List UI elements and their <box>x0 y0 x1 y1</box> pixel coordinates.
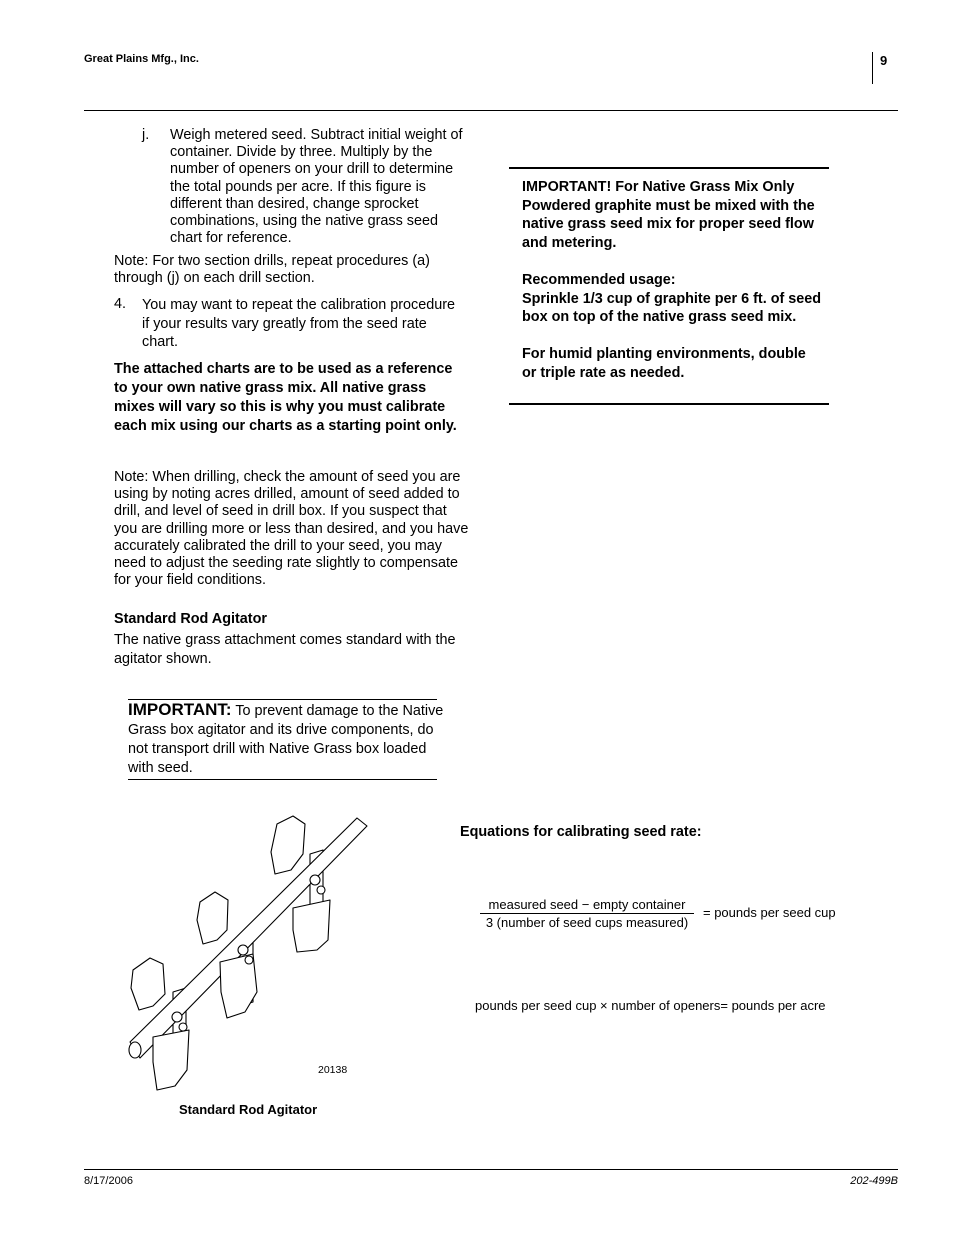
step-j-marker: j. <box>142 127 150 143</box>
equation-2: pounds per seed cup × number of openers= pounds per acre <box>475 998 826 1013</box>
header-page-divider <box>872 52 873 84</box>
footer-rule <box>84 1169 898 1170</box>
equation-1-denominator: 3 (number of seed cups measured) <box>485 915 689 930</box>
graphite-notice <box>522 178 822 383</box>
equations-heading: Equations for calibrating seed rate: <box>460 824 702 840</box>
equation-1-result: = pounds per seed cup <box>703 905 836 920</box>
note-two-section: Note: For two section drills, repeat procedures (a) through (j) on each drill section. <box>114 253 430 287</box>
section-body: The native grass attachment comes standard with the agitator shown. <box>114 632 456 667</box>
important-box-bottom-rule <box>128 779 437 780</box>
sidebar-box-bottom-rule <box>509 403 829 405</box>
reference-notice: The attached charts are to be used as a reference to your own native grass mix. All native grass mixes will vary so this is why you must calibrate each mix using our charts as a starting point only. <box>114 361 457 434</box>
equation-1-numerator: measured seed − empty container <box>488 897 686 912</box>
footer-doc-number: 202-499B <box>850 1175 898 1187</box>
header-company: Great Plains Mfg., Inc. <box>84 53 199 65</box>
step-4-text: You may want to repeat the calibration procedure if your results vary greatly from the seed rate chart. <box>142 297 456 350</box>
step-j-text: Weigh metered seed. Subtract initial weight of container. Divide by three. Multiply by the number of openers on your drill to determine the total pounds per acre. If this figure is different than desired, change sprocket combinations, using the native grass seed chart for reference. <box>170 127 463 247</box>
header-rule <box>84 110 898 111</box>
important-text: To prevent damage to the Native Grass box agitator and its drive components, do not transport drill with Native Grass box loaded with seed. <box>128 703 444 776</box>
important-box <box>128 700 453 778</box>
footer-date: 8/17/2006 <box>84 1175 133 1187</box>
figure-caption: Standard Rod Agitator <box>179 1102 318 1117</box>
sidebar-box-top-rule <box>509 167 829 169</box>
section-heading: Standard Rod Agitator <box>114 611 267 627</box>
graphite-notice-title: IMPORTANT! For Native Grass Mix Only <box>522 179 795 195</box>
step-4-marker: 4. <box>114 296 127 312</box>
graphite-notice-body: Powdered graphite must be mixed with the native grass seed mix for proper seed flow and metering. <box>522 197 815 251</box>
page-number: 9 <box>880 53 888 68</box>
important-label: IMPORTANT: <box>128 700 232 719</box>
note-drilling: Note: When drilling, check the amount of seed you are using by noting acres drilled, amount of seed added to drill, and level of seed in drill box. If you suspect that you are drilling more or less than desired, and you have accurately calibrated the drill to your seed, you may need to adjust the seeding rate slightly to compensate for your field conditions. <box>114 469 469 589</box>
humid-text: For humid planting environments, double or triple rate as needed. <box>522 346 806 381</box>
usage-text: Sprinkle 1/3 cup of graphite per 6 ft. of seed box on top of the native grass seed mix. <box>522 290 822 326</box>
usage-heading: Recommended usage: <box>522 271 676 288</box>
figure-number: 20138 <box>318 1064 348 1076</box>
agitator-illustration <box>125 812 375 1094</box>
equation-1-fraction <box>476 897 698 930</box>
